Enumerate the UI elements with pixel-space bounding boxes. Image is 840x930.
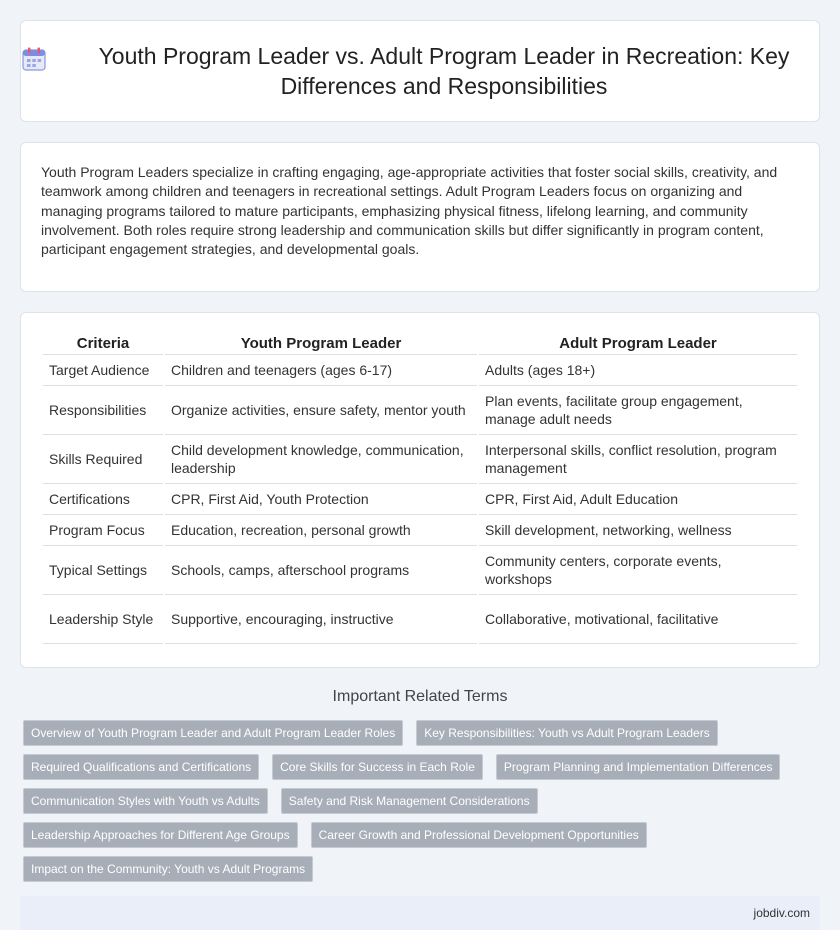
criteria-cell: Certifications [43,484,163,515]
related-term-tag[interactable]: Program Planning and Implementation Differences [496,754,781,780]
adult-cell: Adults (ages 18+) [479,355,797,386]
youth-cell: Education, recreation, personal growth [165,515,477,546]
related-term-tag[interactable]: Required Qualifications and Certifications [23,754,259,780]
related-term-tag[interactable]: Communication Styles with Youth vs Adults [23,788,268,814]
adult-cell: CPR, First Aid, Adult Education [479,484,797,515]
table-row [43,515,797,546]
title-wrap [21,41,819,101]
related-term-tag[interactable]: Core Skills for Success in Each Role [272,754,483,780]
comparison-card [20,312,820,668]
adult-cell: Collaborative, motivational, facilitative [479,595,797,644]
related-terms-list [20,720,820,890]
adult-cell: Skill development, networking, wellness [479,515,797,546]
adult-cell: Plan events, facilitate group engagement, manage adult needs [479,386,797,435]
criteria-cell: Target Audience [43,355,163,386]
youth-cell: Child development knowledge, communication, leadership [165,435,477,484]
adult-cell: Community centers, corporate events, workshops [479,546,797,595]
table-row [43,546,797,595]
table-row [43,435,797,484]
related-term-tag[interactable]: Impact on the Community: Youth vs Adult Programs [23,856,313,882]
youth-cell: Schools, camps, afterschool programs [165,546,477,595]
table-row [43,484,797,515]
youth-cell: CPR, First Aid, Youth Protection [165,484,477,515]
header-criteria: Criteria [43,329,163,355]
related-term-tag[interactable]: Leadership Approaches for Different Age Groups [23,822,298,848]
youth-cell: Organize activities, ensure safety, mentor youth [165,386,477,435]
criteria-cell: Program Focus [43,515,163,546]
footer-site-link[interactable]: jobdiv.com [753,906,810,920]
related-term-tag[interactable]: Key Responsibilities: Youth vs Adult Program Leaders [416,720,718,746]
youth-cell: Children and teenagers (ages 6-17) [165,355,477,386]
table-header-row [43,329,797,355]
intro-card [20,142,820,292]
related-term-tag[interactable]: Career Growth and Professional Development Opportunities [311,822,647,848]
youth-cell: Supportive, encouraging, instructive [165,595,477,644]
adult-cell: Interpersonal skills, conflict resolution, program management [479,435,797,484]
criteria-cell: Responsibilities [43,386,163,435]
criteria-cell: Skills Required [43,435,163,484]
page-title: Youth Program Leader vs. Adult Program Leader in Recreation: Key Differences and Responsibilities [98,43,790,99]
related-term-tag[interactable]: Overview of Youth Program Leader and Adult Program Leader Roles [23,720,403,746]
header-card [20,20,820,122]
related-term-tag[interactable]: Safety and Risk Management Considerations [281,788,538,814]
calendar-icon [21,46,47,72]
table-row [43,386,797,435]
table-row [43,595,797,644]
header-youth: Youth Program Leader [165,329,477,355]
criteria-cell: Typical Settings [43,546,163,595]
criteria-cell: Leadership Style [43,595,163,644]
comparison-table [41,329,799,644]
intro-text: Youth Program Leaders specialize in crafting engaging, age-appropriate activities that foster social skills, creativity, and teamwork among children and teenagers in recreational settings. Adult Program Leaders focus on organizing and managing programs tailored to mature participants, emphasizing physical fitness, lifelong learning, and community involvement. Both roles require strong leadership and communication skills but differ significantly in program content, participant engagement strategies, and developmental goals. [41,164,778,258]
header-adult: Adult Program Leader [479,329,797,355]
table-row [43,355,797,386]
related-terms-title: Important Related Terms [332,688,508,705]
footer [20,896,820,930]
